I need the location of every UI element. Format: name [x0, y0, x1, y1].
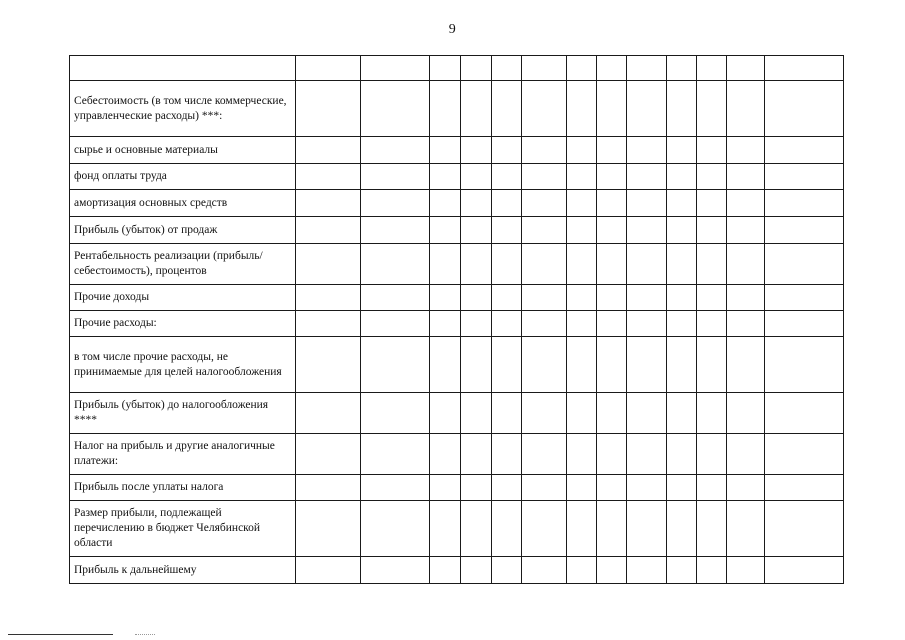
table-cell — [727, 81, 765, 137]
financial-report-table — [69, 55, 844, 584]
table-cell — [597, 81, 627, 137]
table-cell — [361, 557, 430, 584]
table-cell — [697, 217, 727, 244]
table-cell — [697, 285, 727, 311]
table-cell — [567, 190, 597, 217]
table-cell — [697, 164, 727, 190]
table-cell — [361, 137, 430, 164]
table-row — [70, 393, 844, 434]
table-row — [70, 190, 844, 217]
table-row — [70, 56, 844, 81]
row-label: Налог на прибыль и другие аналогичные платежи: — [70, 434, 296, 475]
table-cell — [667, 501, 697, 557]
table-cell — [522, 56, 567, 81]
table-cell — [492, 81, 522, 137]
table-cell — [430, 311, 461, 337]
table-cell — [296, 137, 361, 164]
table-cell — [697, 434, 727, 475]
table-cell — [627, 164, 667, 190]
row-label: Рентабельность реализации (прибыль/себестоимость), процентов — [70, 244, 296, 285]
row-label: Себестоимость (в том числе коммерческие, управленческие расходы) ***: — [70, 81, 296, 137]
table-cell — [461, 81, 492, 137]
table-cell — [667, 311, 697, 337]
table-cell — [627, 337, 667, 393]
table-cell — [697, 393, 727, 434]
table-cell — [361, 337, 430, 393]
table-cell — [492, 190, 522, 217]
table-cell — [296, 56, 361, 81]
table-cell — [627, 137, 667, 164]
table-cell — [765, 434, 844, 475]
table-cell — [597, 137, 627, 164]
table-cell — [727, 217, 765, 244]
table-cell — [492, 393, 522, 434]
table-row — [70, 137, 844, 164]
table-cell — [461, 393, 492, 434]
table-cell — [765, 244, 844, 285]
table-cell — [597, 393, 627, 434]
table-cell — [727, 311, 765, 337]
table-row — [70, 81, 844, 137]
table-cell — [492, 557, 522, 584]
table-cell — [492, 244, 522, 285]
table-cell — [667, 190, 697, 217]
table-cell — [567, 434, 597, 475]
table-cell — [522, 475, 567, 501]
table-cell — [765, 557, 844, 584]
table-cell — [492, 56, 522, 81]
table-cell — [667, 244, 697, 285]
table-cell — [667, 137, 697, 164]
table-cell — [296, 311, 361, 337]
table-cell — [597, 244, 627, 285]
table-row — [70, 285, 844, 311]
table-cell — [461, 244, 492, 285]
table-cell — [765, 311, 844, 337]
table-cell — [296, 393, 361, 434]
table-cell — [430, 501, 461, 557]
table-cell — [567, 285, 597, 311]
row-label: в том числе прочие расходы, не принимаемые для целей налогообложения — [70, 337, 296, 393]
row-label: Прибыль (убыток) от продаж — [70, 217, 296, 244]
table-cell — [430, 285, 461, 311]
table-cell — [765, 501, 844, 557]
table-cell — [461, 217, 492, 244]
table-cell — [430, 190, 461, 217]
table-cell — [567, 337, 597, 393]
table-cell — [522, 217, 567, 244]
table-cell — [492, 475, 522, 501]
table-cell — [430, 81, 461, 137]
table-cell — [492, 311, 522, 337]
table-cell — [627, 557, 667, 584]
table-cell — [597, 337, 627, 393]
table-cell — [567, 56, 597, 81]
table-cell — [627, 285, 667, 311]
table-cell — [461, 164, 492, 190]
table-row — [70, 475, 844, 501]
table-cell — [697, 190, 727, 217]
table-cell — [361, 56, 430, 81]
table-cell — [567, 393, 597, 434]
table-cell — [597, 56, 627, 81]
table-cell — [765, 393, 844, 434]
table-cell — [522, 190, 567, 217]
table-cell — [361, 285, 430, 311]
table-cell — [492, 217, 522, 244]
table-cell — [567, 164, 597, 190]
table-cell — [567, 501, 597, 557]
table-row — [70, 337, 844, 393]
table-cell — [765, 137, 844, 164]
row-label: Прибыль к дальнейшему — [70, 557, 296, 584]
table-cell — [727, 244, 765, 285]
table-cell — [567, 311, 597, 337]
table-cell — [361, 244, 430, 285]
table-cell — [727, 434, 765, 475]
table-cell — [361, 190, 430, 217]
table-cell — [667, 434, 697, 475]
table-cell — [430, 137, 461, 164]
table-cell — [727, 501, 765, 557]
table-row — [70, 434, 844, 475]
table-cell — [461, 285, 492, 311]
table-cell — [296, 337, 361, 393]
table-cell — [567, 557, 597, 584]
table-cell — [461, 137, 492, 164]
table-cell — [522, 393, 567, 434]
table-cell — [492, 501, 522, 557]
table-cell — [461, 475, 492, 501]
page-number: 9 — [448, 22, 457, 37]
table-cell — [430, 56, 461, 81]
table-cell — [727, 56, 765, 81]
table-cell — [627, 475, 667, 501]
table-cell — [667, 337, 697, 393]
table-cell — [430, 164, 461, 190]
table-cell — [430, 244, 461, 285]
row-label: Прочие доходы — [70, 285, 296, 311]
table-cell — [361, 434, 430, 475]
table-cell — [567, 217, 597, 244]
table-cell — [597, 311, 627, 337]
table-cell — [461, 56, 492, 81]
table-cell — [461, 337, 492, 393]
table-cell — [597, 164, 627, 190]
table-cell — [765, 337, 844, 393]
table-cell — [567, 137, 597, 164]
table-cell — [697, 311, 727, 337]
table-cell — [727, 164, 765, 190]
table-cell — [697, 337, 727, 393]
table-cell — [361, 311, 430, 337]
table-cell — [522, 164, 567, 190]
table-cell — [697, 81, 727, 137]
row-label — [70, 56, 296, 81]
table-cell — [597, 285, 627, 311]
table-row — [70, 501, 844, 557]
table-cell — [727, 190, 765, 217]
table-cell — [361, 393, 430, 434]
table-cell — [522, 137, 567, 164]
table-cell — [627, 501, 667, 557]
table-cell — [492, 137, 522, 164]
table-cell — [697, 501, 727, 557]
table-cell — [697, 244, 727, 285]
table-cell — [430, 475, 461, 501]
table-cell — [697, 475, 727, 501]
footnote-separator — [8, 634, 113, 635]
table-cell — [296, 190, 361, 217]
table-cell — [627, 81, 667, 137]
table-cell — [461, 557, 492, 584]
row-label: фонд оплаты труда — [70, 164, 296, 190]
table-cell — [667, 56, 697, 81]
table-cell — [522, 557, 567, 584]
table-cell — [765, 164, 844, 190]
table-cell — [567, 475, 597, 501]
table-cell — [361, 475, 430, 501]
table-cell — [430, 393, 461, 434]
table-cell — [627, 311, 667, 337]
table-cell — [727, 475, 765, 501]
table-cell — [667, 393, 697, 434]
table-cell — [697, 56, 727, 81]
table-cell — [727, 337, 765, 393]
table-cell — [522, 434, 567, 475]
table-row — [70, 164, 844, 190]
row-label: Прибыль после уплаты налога — [70, 475, 296, 501]
table-cell — [522, 311, 567, 337]
table-cell — [296, 81, 361, 137]
row-label: сырье и основные материалы — [70, 137, 296, 164]
table-row — [70, 557, 844, 584]
table-cell — [361, 81, 430, 137]
table-cell — [296, 217, 361, 244]
row-label: амортизация основных средств — [70, 190, 296, 217]
table-cell — [627, 393, 667, 434]
table-cell — [461, 190, 492, 217]
table-cell — [430, 337, 461, 393]
row-label: Размер прибыли, подлежащей перечислению в бюджет Челябинской области — [70, 501, 296, 557]
table-cell — [667, 81, 697, 137]
table-cell — [522, 501, 567, 557]
table-cell — [697, 137, 727, 164]
table-row — [70, 311, 844, 337]
table-cell — [492, 337, 522, 393]
table-cell — [727, 393, 765, 434]
table-cell — [597, 434, 627, 475]
table-cell — [765, 81, 844, 137]
table-row — [70, 217, 844, 244]
table-cell — [627, 190, 667, 217]
table-cell — [627, 244, 667, 285]
table-cell — [727, 137, 765, 164]
table-cell — [667, 164, 697, 190]
table-cell — [765, 190, 844, 217]
table-cell — [597, 217, 627, 244]
table-cell — [627, 434, 667, 475]
table-cell — [597, 475, 627, 501]
table-body — [70, 56, 844, 584]
row-label: Прибыль (убыток) до налогообложения **** — [70, 393, 296, 434]
table-cell — [522, 244, 567, 285]
table-cell — [461, 501, 492, 557]
table-cell — [461, 311, 492, 337]
table-cell — [361, 501, 430, 557]
table-cell — [597, 557, 627, 584]
table-cell — [667, 217, 697, 244]
table-cell — [667, 475, 697, 501]
table-cell — [597, 190, 627, 217]
table-cell — [296, 557, 361, 584]
table-cell — [430, 217, 461, 244]
table-cell — [522, 81, 567, 137]
table-cell — [567, 244, 597, 285]
table-cell — [492, 285, 522, 311]
table-cell — [492, 434, 522, 475]
table-cell — [522, 337, 567, 393]
table-cell — [567, 81, 597, 137]
table-cell — [522, 285, 567, 311]
table-cell — [296, 434, 361, 475]
table-cell — [765, 217, 844, 244]
table-cell — [727, 557, 765, 584]
table-cell — [597, 501, 627, 557]
table-cell — [727, 285, 765, 311]
table-cell — [461, 434, 492, 475]
table-cell — [697, 557, 727, 584]
table-row — [70, 244, 844, 285]
table-cell — [627, 56, 667, 81]
table-cell — [296, 244, 361, 285]
row-label: Прочие расходы: — [70, 311, 296, 337]
footnote-separator-faint — [135, 634, 155, 635]
table-cell — [667, 557, 697, 584]
table-cell — [430, 557, 461, 584]
table-cell — [361, 164, 430, 190]
table-cell — [296, 501, 361, 557]
table-cell — [765, 56, 844, 81]
table-cell — [296, 164, 361, 190]
table-cell — [361, 217, 430, 244]
table-cell — [296, 475, 361, 501]
table-cell — [430, 434, 461, 475]
table-cell — [296, 285, 361, 311]
table-cell — [765, 475, 844, 501]
table-cell — [492, 164, 522, 190]
table-cell — [627, 217, 667, 244]
table-cell — [667, 285, 697, 311]
table-cell — [765, 285, 844, 311]
